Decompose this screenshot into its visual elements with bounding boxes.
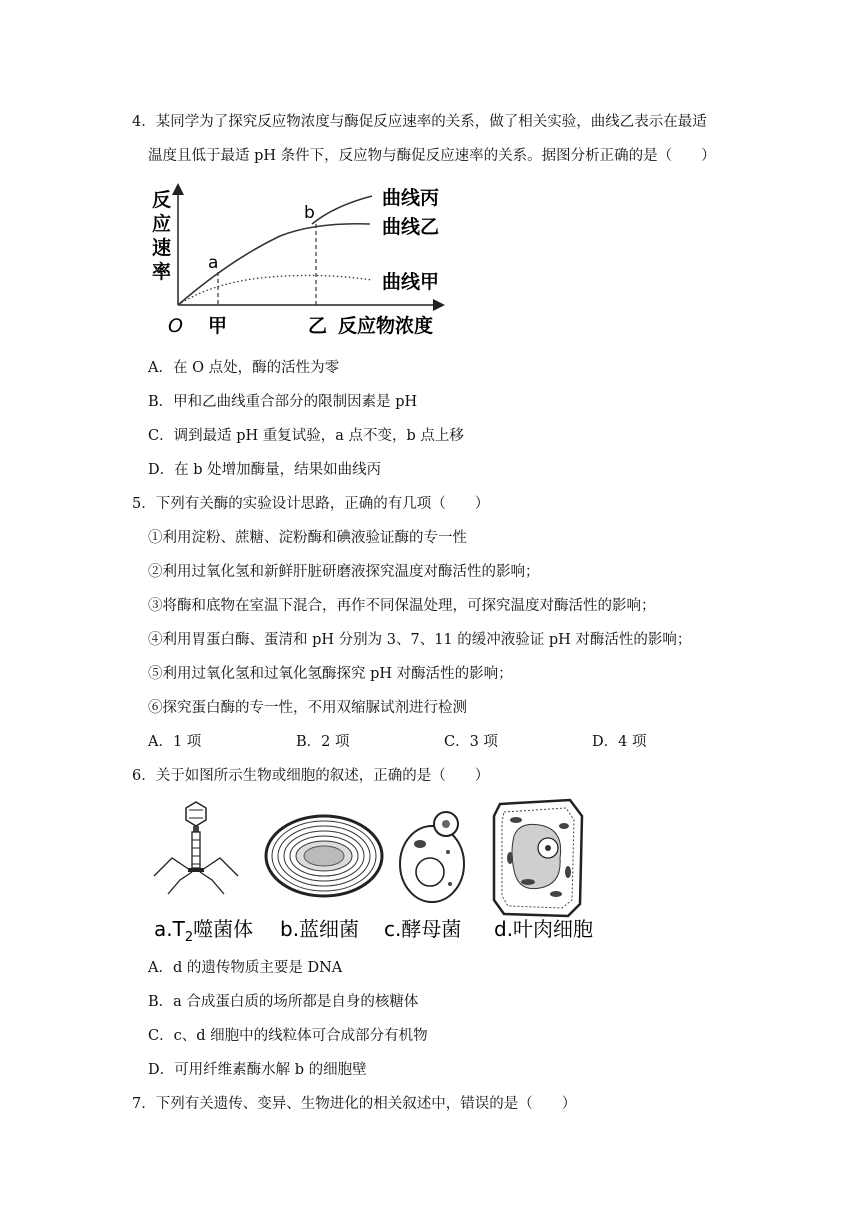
q4-stem-line1: 4．某同学为了探究反应物浓度与酶促反应速率的关系，做了相关实验，曲线乙表示在最适 [132,114,707,130]
q4-option-b: B．甲和乙曲线重合部分的限制因素是 pH [148,394,418,410]
q5-item-5: ⑤利用过氧化氢和过氧化氢酶探究 pH 对酶活性的影响； [148,666,513,682]
curve-yi-label: 曲线乙 [382,216,440,238]
curve-bing [312,196,372,224]
figure-label-b: b.蓝细菌 [280,917,360,941]
q4-option-c: C．调到最适 pH 重复试验，a 点不变，b 点上移 [148,428,464,444]
q4-option-a: A．在 O 点处，酶的活性为零 [148,360,340,376]
phage-icon [154,802,238,894]
q5-item-2: ②利用过氧化氢和新鲜肝脏研磨液探究温度对酶活性的影响； [148,564,540,580]
q5-item-3: ③将酶和底物在室温下混合，再作不同保温处理，可探究温度对酶活性的影响； [148,598,656,614]
q6-stem: 6．关于如图所示生物或细胞的叙述，正确的是（ ） [132,768,490,784]
curve-yi [178,224,370,305]
q5-option-a: A．1 项 [148,734,202,750]
cyanobacterium-icon [266,816,382,896]
q6-option-d: D．可用纤维素酶水解 b 的细胞壁 [148,1062,367,1078]
y-label-3: 速 [152,237,172,259]
origin-label: O [168,315,183,337]
y-label-2: 应 [152,213,172,235]
q5-option-d: D．4 项 [592,734,647,750]
mesophyll-cell-icon [494,800,582,916]
figure-label-d: d.叶肉细胞 [494,917,594,941]
q5-option-c: C．3 项 [444,734,498,750]
q5-item-1: ①利用淀粉、蔗糖、淀粉酶和碘液验证酶的专一性 [148,530,467,546]
q5-option-b: B．2 项 [296,734,350,750]
point-a-label: a [208,253,219,273]
q6-organism-figure [150,796,610,946]
x-axis-label: 反应物浓度 [338,315,434,337]
q4-option-d: D．在 b 处增加酶量，结果如曲线丙 [148,462,382,478]
q6-option-c: C．c、d 细胞中的线粒体可合成部分有机物 [148,1028,428,1044]
curve-bing-label: 曲线丙 [382,187,440,209]
yeast-icon [400,812,464,902]
figure-label-c: c.酵母菌 [384,917,462,941]
q4-stem-line2: 温度且低于最适 pH 条件下，反应物与酶促反应速率的关系。据图分析正确的是（ ） [148,148,716,164]
y-label-4: 率 [152,261,172,283]
figure-label-a: $a.T_2$噬菌体 [154,917,254,945]
q6-option-a: A．d 的遗传物质主要是 DNA [148,960,343,976]
y-label-1: 反 [152,189,172,211]
curve-jia-label: 曲线甲 [382,271,440,293]
x-tick-yi: 乙 [308,315,328,337]
q5-item-6: ⑥探究蛋白酶的专一性，不用双缩脲试剂进行检测 [148,700,467,716]
q5-item-4: ④利用胃蛋白酶、蛋清和 pH 分别为 3、7、11 的缓冲液验证 pH 对酶活性的影响； [148,632,692,648]
curve-jia [178,275,372,305]
point-b-label: b [304,203,315,223]
q5-stem: 5．下列有关酶的实验设计思路，正确的有几项（ ） [132,496,490,512]
q7-stem: 7．下列有关遗传、变异、生物进化的相关叙述中，错误的是（ ） [132,1096,577,1112]
x-tick-jia: 甲 [208,315,228,337]
q6-option-b: B．a 合成蛋白质的场所都是自身的核糖体 [148,994,419,1010]
q4-rate-graph [140,180,470,345]
